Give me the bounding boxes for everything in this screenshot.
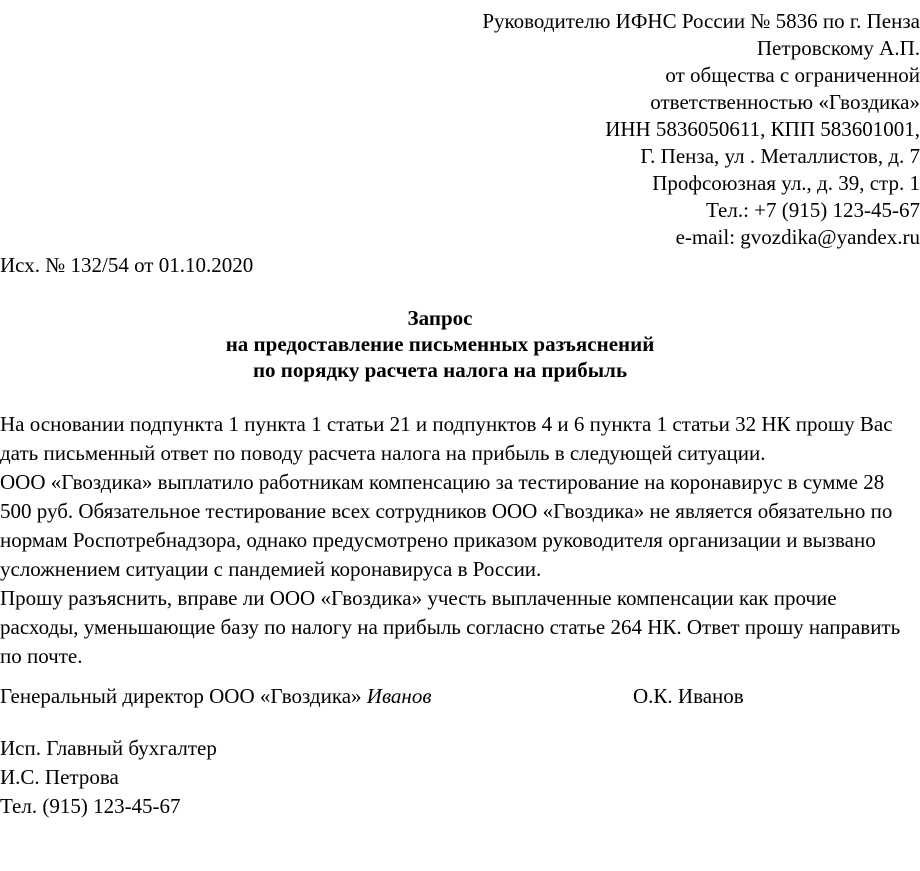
title-line-1: Запрос (407, 306, 473, 330)
signatory-name: О.К. Иванов (633, 684, 744, 708)
paragraph-legal-basis: На основании подпункта 1 пункта 1 статьи 21 и подпунктов 4 и 6 пункта 1 статьи 32 НК прошу Вас дать письменный ответ по поводу расчета налога на прибыль в следующей ситуации. (0, 412, 893, 465)
title-line-3: по порядку расчета налога на прибыль (252, 358, 628, 382)
paragraph-situation: ООО «Гвоздика» выплатило работникам компенсацию за тестирование на коронавирус в сумме 28 500 руб. Обязательное тестирование всех сотрудников ООО «Гвоздика» не является обязательно по нормам Роспотребнадзора, однако предусмотрено приказом руководителя организации и вызвано усложнением ситуации с пандемией коронавируса в России. (0, 470, 893, 581)
addressee-line-sender-1: от общества с ограниченной (665, 63, 920, 87)
addressee-line-address-2: Профсоюзная ул., д. 39, стр. 1 (652, 171, 920, 195)
executor-phone: Тел. (915) 123-45-67 (0, 794, 181, 818)
addressee-line-recipient: Руководителю ИФНС России № 5836 по г. Пенза (482, 9, 920, 33)
outgoing-reference: Исх. № 132/54 от 01.10.2020 (0, 253, 254, 277)
paragraph-request: Прошу разъяснить, вправе ли ООО «Гвоздика» учесть выплаченные компенсации как прочие расходы, уменьшающие базу по налогу на прибыль согласно статье 264 НК. Ответ прошу направить по почте. (0, 586, 901, 668)
addressee-line-email: e-mail: gvozdika@yandex.ru (675, 225, 920, 249)
signatory-position: Генеральный директор ООО «Гвоздика» (0, 684, 362, 708)
title-line-2: на предоставление письменных разъяснений (225, 332, 655, 356)
addressee-line-recipient-name: Петровскому А.П. (756, 36, 920, 60)
executor-name: И.С. Петрова (0, 765, 119, 789)
addressee-block (0, 8, 920, 251)
addressee-line-phone: Тел.: +7 (915) 123-45-67 (706, 198, 920, 222)
body-text (0, 410, 920, 671)
executor-position: Исп. Главный бухгалтер (0, 736, 217, 760)
addressee-line-inn-kpp: ИНН 5836050611, КПП 583601001, (605, 117, 920, 141)
handwritten-signature: Иванов (366, 684, 432, 708)
addressee-line-address-1: Г. Пенза, ул . Металлистов, д. 7 (640, 144, 920, 168)
addressee-line-sender-2: ответственностью «Гвоздика» (650, 90, 920, 114)
executor-block (0, 734, 920, 821)
signature-row (0, 682, 920, 711)
document-title (0, 305, 920, 383)
